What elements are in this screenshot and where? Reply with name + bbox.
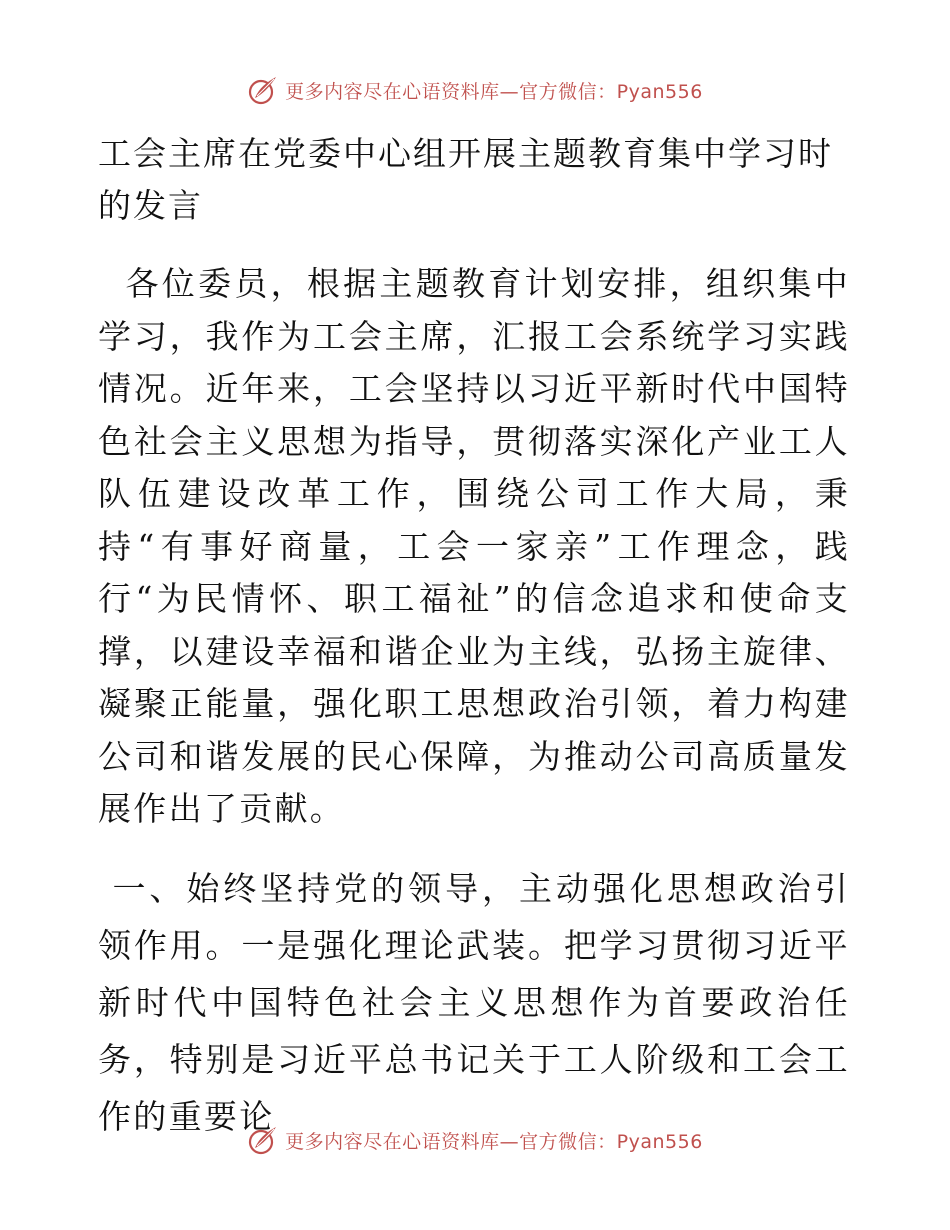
watermark-group — [247, 74, 703, 106]
watermark-banner-bottom — [0, 1120, 950, 1160]
watermark-text: 更多内容尽在心语资料库—官方微信：Pyan556 — [285, 80, 703, 103]
feather-pen-logo-icon — [247, 1124, 279, 1156]
paragraph-intro: 各位委员，根据主题教育计划安排，组织集中学习，我作为工会主席，汇报工会系统学习实践情况。近年来，工会坚持以习近平新时代中国特色社会主义思想为指导，贯彻落实深化产业工人队伍建设改革工作，围绕公司工作大局，秉持“有事好商量，工会一家亲”工作理念，践行“为民情怀、职工福祉”的信念追求和使命支撑，以建设幸福和谐企业为主线，弘扬主旋律、凝聚正能量，强化职工思想政治引领，着力构建公司和谐发展的民心保障，为推动公司高质量发展作出了贡献。 — [98, 264, 850, 828]
document-title: 工会主席在党委中心组开展主题教育集中学习时的发言 — [98, 134, 833, 225]
watermark-text: 更多内容尽在心语资料库—官方微信：Pyan556 — [285, 1130, 703, 1153]
feather-pen-logo-icon — [247, 74, 279, 106]
watermark-banner-top — [0, 70, 950, 110]
paragraph-section-one: 一、始终坚持党的领导，主动强化思想政治引领作用。一是强化理论武装。把学习贯彻习近平新时代中国特色社会主义思想作为首要政治任务，特别是习近平总书记关于工人阶级和工会工作的重要论 — [98, 868, 850, 1136]
watermark-group — [247, 1124, 703, 1156]
document-body — [98, 128, 850, 1169]
